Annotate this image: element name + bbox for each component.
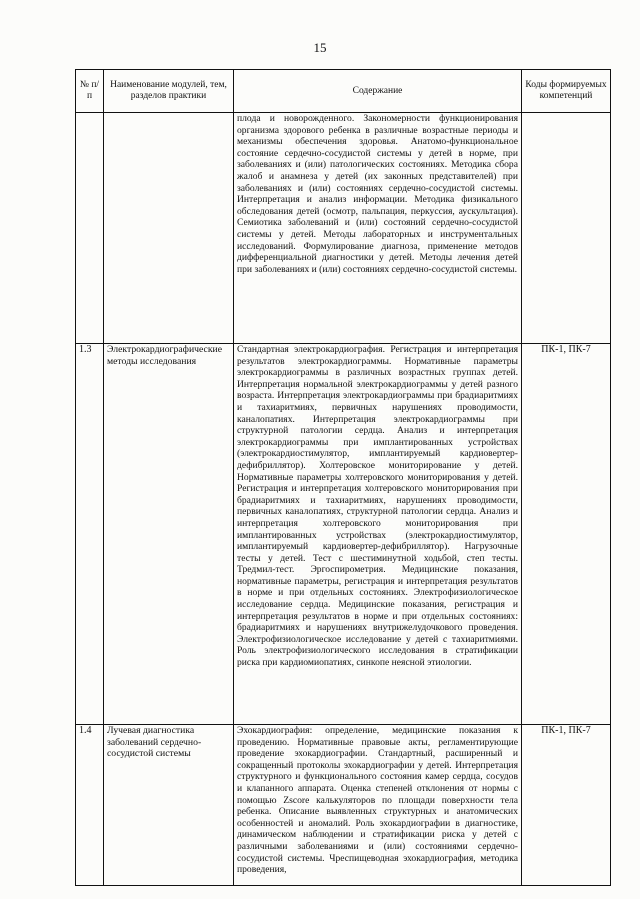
module-content: Эхокардиография: определение, медицинские показания к проведению. Нормативные правовые акты, регламентирующие проведение эхокардиографии. Стандартный, расширенный и сокращенный протоколы эхокардиографии у детей. Интерпретация структурного и функционального состояния камер сердца, сосудов и клапанного аппарата. Оценка степеней отклонения от нормы с помощью Zscore калькуляторов по площади поверхности тела ребенка. Описание выявленных структурных и анатомических особенностей и аномалий. Роль эхокардиографии в диагностике, динамическом наблюдении и стратификации риска у детей с различными заболеваниями и (или) состояниями сердечно-сосудистой системы. Чреспищеводная эхокардиография, методика проведения, [234, 725, 522, 886]
module-content: плода и новорожденного. Закономерности функционирования организма здорового ребенка в различные возрастные периоды и механизмы обеспечения здоровья. Анатомо-функциональное состояние сердечно-сосудистой системы у детей в норме, при заболеваниях и (или) патологических состояниях. Методика сбора жалоб и анамнеза у детей (их законных представителей) при заболеваниях и (или) состояниях сердечно-сосудистой системы. Интерпретация и анализ информации. Методика физикального обследования детей (осмотр, пальпация, перкуссия, аускультация). Семиотика заболеваний и (или) состояний сердечно-сосудистой системы у детей. Методы лабораторных и инструментальных исследований. Формулирование диагноза, применение методов дифференциальной диагностики у детей. Методы лечения детей при заболеваниях и (или) состояниях сердечно-сосудистой системы. [234, 113, 522, 344]
competency-codes: ПК-1, ПК-7 [522, 725, 611, 886]
module-name: Лучевая диагностика заболеваний сердечно-сосудистой системы [104, 725, 234, 886]
competency-codes: ПК-1, ПК-7 [522, 344, 611, 725]
module-name: Электрокардиографические методы исследования [104, 344, 234, 725]
table-row [76, 725, 611, 886]
header-codes: Коды формируемых компетенций [522, 70, 611, 113]
header-num: № п/п [76, 70, 104, 113]
competency-codes [522, 113, 611, 344]
header-name: Наименование модулей, тем, разделов практики [104, 70, 234, 113]
module-content: Стандартная электрокардиография. Регистрация и интерпретация результатов электрокардиограммы. Нормативные параметры электрокардиограммы в различных возрастных группах детей. Интерпретация нормальной электрокардиограммы у детей разного возраста. Интерпретация электрокардиограммы при брадиаритмиях и тахиаритмиях, первичных нарушениях проводимости, каналопатиях. Интерпретация электрокардиограммы при структурной патологии сердца. Анализ и интерпретация электрокардиограммы при имплантированных устройствах (электрокардиостимулятор, имплантируемый кардиовертер-дефибриллятор). Холтеровское мониторирование у детей. Нормативные параметры холтеровского мониторирования у детей. Регистрация и интерпретация холтеровского мониторирования при брадиаритмиях и тахиаритмиях, нарушениях проводимости, первичных каналопатиях, структурной патологии сердца. Анализ и интерпретация холтеровского мониторирования при имплантированных устройствах (электрокардиостимулятор, имплантируемый кардиовертер-дефибриллятор). Нагрузочные тесты у детей. Тест с шестиминутной ходьбой, степ тесты. Тредмил-тест. Эргоспирометрия. Медицинские показания, нормативные параметры, регистрация и интерпретация результатов в норме и при отдельных состояниях. Электрофизиологическое исследование сердца. Медицинские показания, регистрация и интерпретация результатов в норме и при отдельных состояниях: брадиаритмиях и нарушениях внутрижелудочкового проведения. Электрофизиологическое исследование у детей с тахиаритмиями. Роль электрофизиологического исследования в стратификации риска при кардиомиопатиях, синкопе неясной этиологии. [234, 344, 522, 725]
row-number [76, 113, 104, 344]
header-content: Содержание [234, 70, 522, 113]
curriculum-table [75, 69, 611, 886]
table-row [76, 113, 611, 344]
module-name [104, 113, 234, 344]
row-number: 1.3 [76, 344, 104, 725]
page-number: 15 [313, 40, 327, 55]
row-number: 1.4 [76, 725, 104, 886]
table-row [76, 344, 611, 725]
table-header-row [76, 70, 611, 113]
